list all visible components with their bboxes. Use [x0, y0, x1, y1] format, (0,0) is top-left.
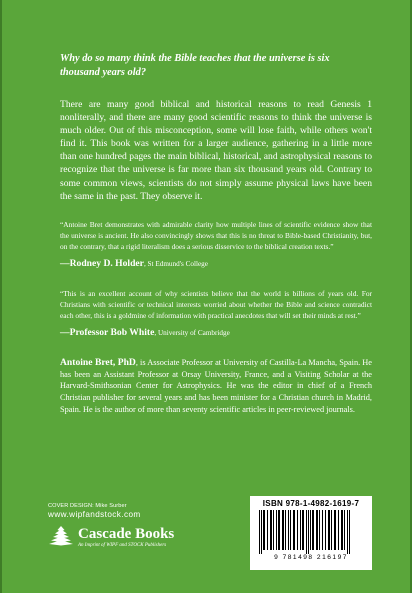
- endorsement-attribution-1: [60, 258, 372, 269]
- cover-design-credit: COVER DESIGN: Mike Surber: [48, 503, 127, 509]
- isbn-barcode: [250, 496, 372, 570]
- endorser-name-2: —Professor Bob White: [60, 326, 155, 338]
- author-bio: [60, 357, 372, 416]
- author-bio-text: , is Associate Professor at University of Castilla-La Mancha, Spain. He has been an Assistant Professor at Orsay University, France, and a Visiting Scholar at the Harvard-Smithsonian Center for Astrophysics. He was the editor in chief of a French Christian publisher for several years and has been minister for a Christian church in Madrid, Spain. He is the author of more than seventy scientific articles in peer-reviewed journals.: [60, 357, 372, 414]
- publisher-name: Cascade Books: [78, 526, 175, 542]
- endorser-affiliation-2: , University of Cambridge: [154, 328, 230, 337]
- cover-text-block: [60, 52, 372, 416]
- endorsement-attribution-2: [60, 327, 372, 338]
- endorser-affiliation-1: , St Edmund's College: [143, 259, 208, 268]
- endorsement-quote-2: “This is an excellent account of why scientists believe that the world is billions of years old. For Christians with scientific or technical interests worried about whether the Bible and science contradict each other, this is a goldmine of information with practical anecdotes that will set their minds at rest.”: [60, 288, 372, 320]
- endorser-name-1: —Rodney D. Holder: [60, 257, 144, 269]
- isbn-number: ISBN 978-1-4982-1619-7: [262, 499, 360, 508]
- publisher-logo: [48, 524, 218, 551]
- publisher-website: www.wipfandstock.com: [48, 510, 141, 519]
- publisher-footer: [48, 502, 218, 551]
- book-stack-icon: [48, 524, 74, 551]
- author-name: Antoine Bret, PhD: [60, 356, 136, 368]
- headline-question: Why do so many think the Bible teaches that the universe is six thousand years old?: [60, 53, 330, 78]
- ean-digits: 9 781498 216197: [274, 554, 348, 561]
- publisher-imprint: An Imprint of WIPF and STOCK Publishers: [78, 543, 167, 548]
- description-blurb: There are many good biblical and historical reasons to read Genesis 1 nonliterally, and there are many good scientific reasons to think the universe is much older. Out of this misconception, some will lose faith, while others won't find it. This book was written for a larger audience, gathering in a little more than one hundred pages the main biblical, historical, and astrophysical reasons to recognize that the universe is far more than six thousand years old. Contrary to some common views, scientists do not simply assume physical laws have been the same in the past. They observe it.: [60, 99, 372, 202]
- endorsement-quote-1: “Antoine Bret demonstrates with admirable clarity how multiple lines of scientific evidence show that the universe is ancient. He also convincingly shows that this is no threat to Bible-based Christianity, but, on the contrary, that a rigid literalism does a serious disservice to the biblical creation texts.”: [60, 219, 372, 251]
- barcode-bars: [257, 510, 365, 554]
